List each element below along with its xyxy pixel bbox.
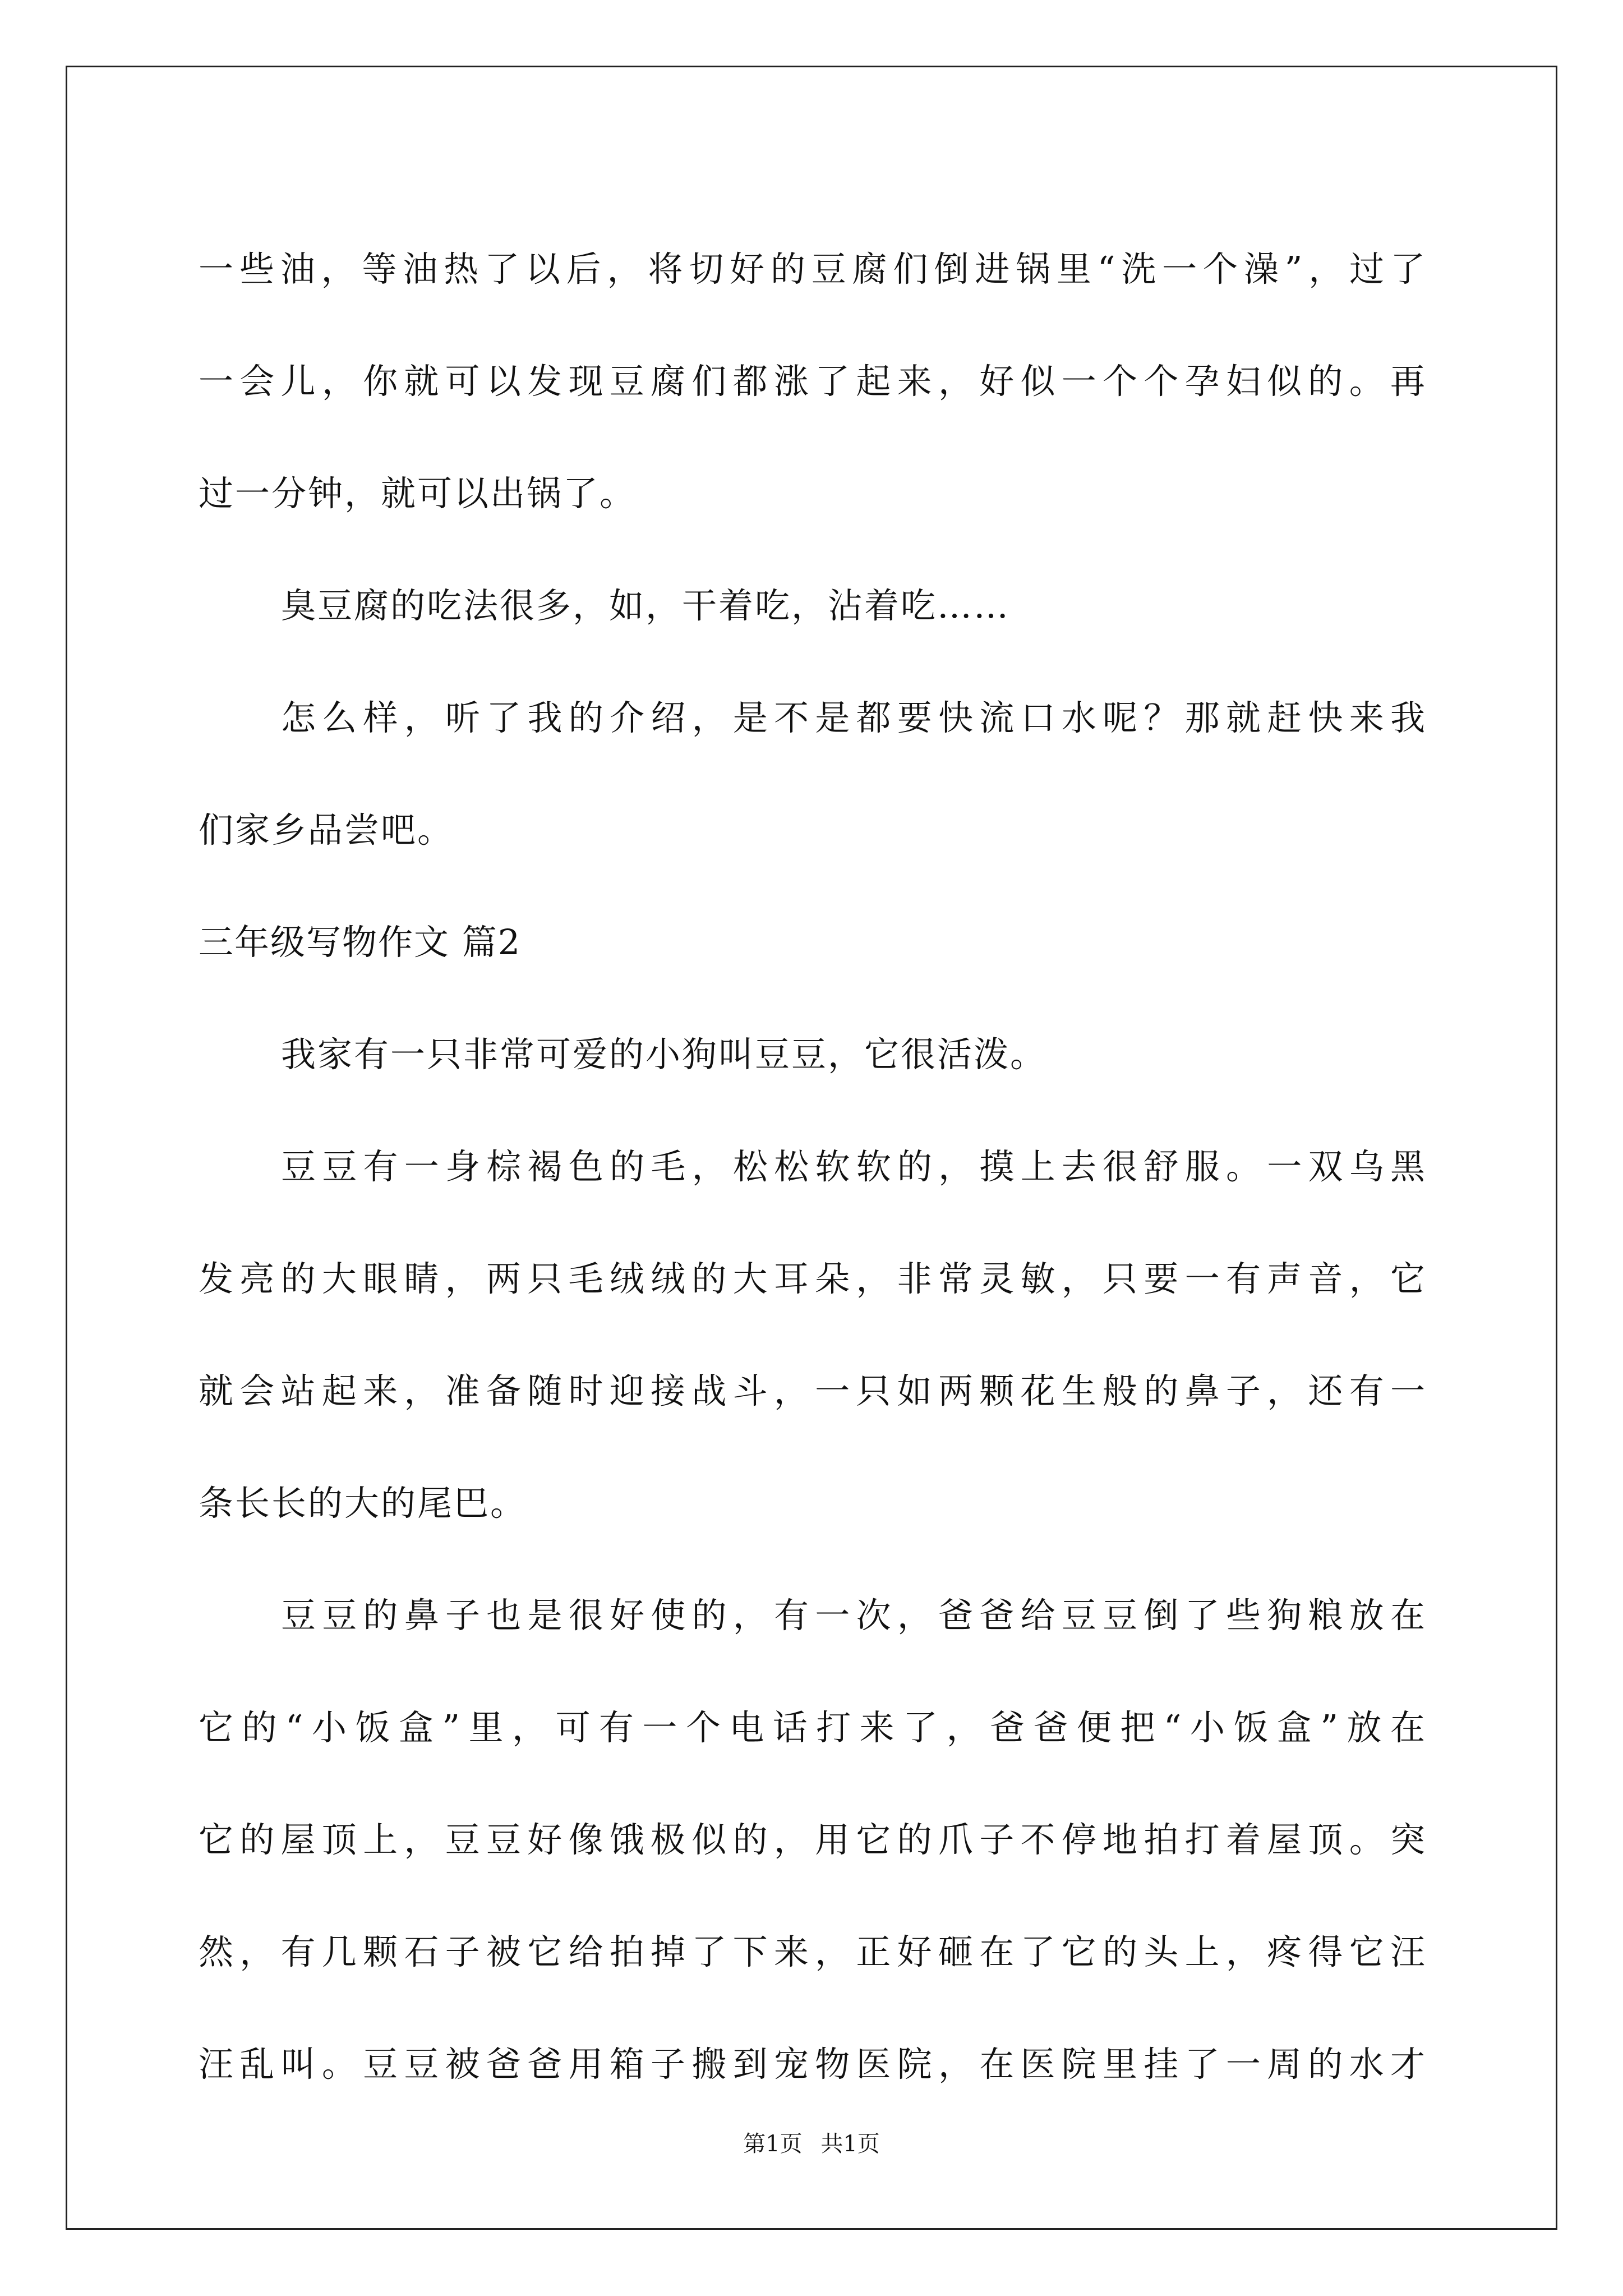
text-line: 过一分钟，就可以出锅了。 (199, 473, 637, 514)
section-heading: 三年级写物作文 篇2 (199, 922, 522, 963)
text-line: 一会儿，你就可以发现豆腐们都涨了起来，好似一个个孕妇似的。再 (199, 361, 1427, 402)
text-line: 我家有一只非常可爱的小狗叫豆豆，它很活泼。 (281, 1034, 1047, 1075)
text-line: 它的“小饭盒”里，可有一个电话打来了，爸爸便把“小饭盒”放在 (199, 1707, 1427, 1748)
text-line: 们家乡品尝吧。 (199, 809, 454, 850)
text-line: 然，有几颗石子被它给拍掉了下来，正好砸在了它的头上，疼得它汪 (199, 1931, 1427, 1972)
document-body (199, 213, 1427, 2120)
text-line: 它的屋顶上，豆豆好像饿极似的，用它的爪子不停地拍打着屋顶。突 (199, 1819, 1427, 1860)
text-line: 臭豆腐的吃法很多，如，干着吃，沾着吃…… (281, 585, 1011, 626)
text-line: 豆豆有一身棕褐色的毛，松松软软的，摸上去很舒服。一双乌黑 (281, 1146, 1427, 1187)
text-line: 发亮的大眼睛，两只毛绒绒的大耳朵，非常灵敏，只要一有声音，它 (199, 1258, 1427, 1299)
page-number-current: 第1页 (743, 2131, 803, 2157)
text-line: 汪乱叫。豆豆被爸爸用箱子搬到宠物医院，在医院里挂了一周的水才 (199, 2044, 1427, 2085)
text-line: 一些油，等油热了以后，将切好的豆腐们倒进锅里“洗一个澡”，过了 (199, 249, 1427, 289)
text-line: 条长长的大的尾巴。 (199, 1483, 527, 1524)
text-line: 就会站起来，准备随时迎接战斗，一只如两颗花生般的鼻子，还有一 (199, 1370, 1427, 1411)
page-number-total: 共1页 (820, 2131, 880, 2157)
page-footer (0, 2126, 1623, 2158)
text-line: 怎么样，听了我的介绍，是不是都要快流口水呢？那就赶快来我 (281, 697, 1427, 738)
text-line: 豆豆的鼻子也是很好使的，有一次，爸爸给豆豆倒了些狗粮放在 (281, 1595, 1427, 1636)
